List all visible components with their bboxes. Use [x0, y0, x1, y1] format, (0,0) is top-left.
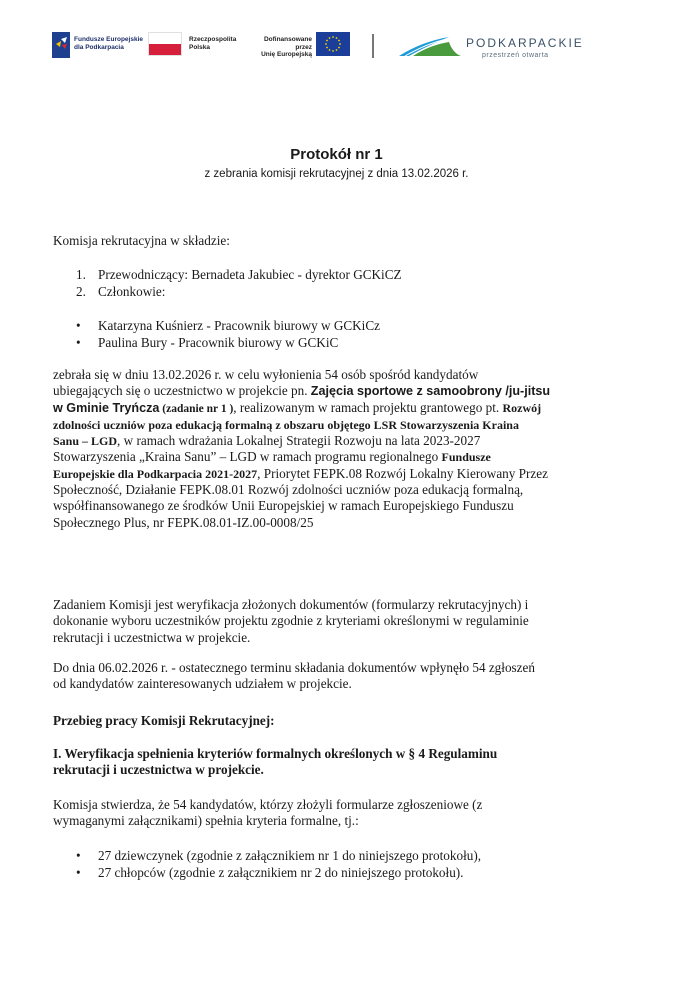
- task-number: (zadanie nr 1 ): [159, 402, 234, 415]
- logo-bar: [52, 30, 612, 64]
- line: [53, 449, 550, 465]
- line: Komisja stwierdza, że 54 kandydatów, którzy złożyli formularze zgłoszeniowe (z: [53, 797, 483, 812]
- line: współfinansowanego ze środków Unii Europejskiej w ramach Europejskiego Funduszu: [53, 498, 514, 514]
- paragraph-purpose: [53, 367, 550, 531]
- committee-list-item: [76, 267, 402, 283]
- line: Do dnia 06.02.2026 r. - ostatecznego terminu składania dokumentów wpłynęło 54 zgłoszeń: [53, 660, 535, 675]
- eu-flag-icon: [316, 32, 350, 56]
- fe-logo-icon: [52, 32, 70, 58]
- member-item: [76, 318, 380, 334]
- bullet-icon: •: [76, 865, 81, 880]
- podkarpackie-title: PODKARPACKIE: [466, 36, 584, 50]
- document-title: Protokół nr 1: [290, 146, 383, 163]
- paragraph-verification: [53, 797, 482, 830]
- line: rekrutacji i uczestnictwa w projekcie.: [53, 762, 264, 778]
- line: [53, 383, 550, 399]
- fe-line1: Fundusze Europejskie: [74, 36, 143, 43]
- result-item: [76, 848, 481, 864]
- pl-line1: Rzeczpospolita: [189, 36, 237, 43]
- bullet-icon: •: [76, 318, 81, 333]
- list-number: 2.: [76, 284, 86, 299]
- result-text: 27 chłopców (zgodnie z załącznikiem nr 2 do niniejszego protokołu).: [98, 865, 464, 880]
- ue-line2: Unię Europejską: [261, 51, 312, 58]
- pl-logo-text: [189, 36, 236, 51]
- polish-flag-icon: [148, 32, 182, 56]
- line: I. Weryfikacja spełnienia kryteriów formalnych określonych w § 4 Regulaminu: [53, 746, 498, 761]
- line: [53, 433, 550, 449]
- line: [53, 400, 550, 417]
- member-item: [76, 335, 338, 351]
- text: , realizowanym w ramach projektu grantowego pt.: [233, 399, 503, 415]
- bullet-icon: •: [76, 848, 81, 863]
- ue-logo-text: [250, 36, 312, 59]
- text: , Priorytet FEPK.08 Rozwój Lokalny Kierowany Przez: [257, 465, 548, 481]
- line: wymaganymi załącznikami) spełnia kryteria formalne, tj.:: [53, 813, 359, 829]
- line: rekrutacji i uczestnictwa w projekcie.: [53, 629, 251, 645]
- podkarpackie-logo-icon: [397, 34, 463, 58]
- paragraph-deadline: [53, 660, 535, 693]
- text: Stowarzyszenia „Kraina Sanu” – LGD w ramach programu regionalnego: [53, 449, 442, 465]
- line: Zadaniem Komisji jest weryfikacja złożonych dokumentów (formularzy rekrutacyjnych) i: [53, 597, 529, 612]
- member-text: Katarzyna Kuśnierz - Pracownik biurowy w GCKiCz: [98, 318, 380, 333]
- grant-title-cont: zdolności uczniów poza edukacją formalną z obszaru objętego LSR Stowarzyszenia Kraina: [53, 417, 519, 432]
- program-name-cont: Europejskie dla Podkarpacia 2021-2027: [53, 466, 258, 481]
- line: Społeczność, Działanie FEPK.08.01 Rozwój zdolności uczniów poza edukacją formalną,: [53, 482, 524, 498]
- podkarpackie-subtitle: przestrzeń otwarta: [482, 52, 549, 59]
- result-item: [76, 865, 463, 881]
- fe-line2: dla Podkarpacia: [74, 43, 124, 51]
- committee-list-item: [76, 284, 165, 300]
- line: zebrała się w dniu 13.02.2026 r. w celu wyłonienia 54 osób spośród kandydatów: [53, 367, 479, 382]
- program-name: Fundusze: [441, 450, 491, 465]
- paragraph-task: [53, 597, 529, 646]
- bullet-icon: •: [76, 335, 81, 350]
- section-heading: Przebieg pracy Komisji Rekrutacyjnej:: [53, 713, 275, 728]
- members-label: Członkowie:: [98, 284, 166, 299]
- result-text: 27 dziewczynek (zgodnie z załącznikiem nr 1 do niniejszego protokołu),: [98, 848, 482, 863]
- grant-title: Rozwój: [502, 400, 542, 415]
- line: dokonanie wyboru uczestników projektu zgodnie z kryteriami określonymi w regulaminie: [53, 613, 529, 629]
- text: , w ramach wdrażania Lokalnej Strategii Rozwoju na lata 2023-2027: [117, 433, 481, 449]
- list-number: 1.: [76, 267, 86, 282]
- pl-line2: Polska: [189, 43, 210, 51]
- fe-logo-text: [74, 36, 143, 51]
- line: od kandydatów zainteresowanych udziałem w projekcie.: [53, 676, 352, 692]
- committee-intro: Komisja rekrutacyjna w składzie:: [53, 233, 230, 248]
- member-text: Paulina Bury - Pracownik biurowy w GCKiC: [98, 335, 339, 350]
- logo-separator: [372, 34, 374, 58]
- text: ubiegających się o uczestnictwo w projekcie pn.: [53, 383, 311, 399]
- document-subtitle: z zebrania komisji rekrutacyjnej z dnia 13.02.2026 r.: [204, 168, 469, 180]
- section-I-heading: [53, 746, 497, 779]
- line: Społecznego Plus, nr FEPK.08.01-IZ.00-0008/25: [53, 514, 314, 530]
- line: [53, 466, 550, 482]
- grant-title-end: Sanu – LGD: [53, 434, 118, 449]
- project-name-cont: w Gminie Tryńcza: [53, 400, 160, 415]
- chair-text: Przewodniczący: Bernadeta Jakubiec - dyrektor GCKiCZ: [98, 267, 402, 282]
- ue-line1: Dofinansowane przez: [263, 36, 312, 51]
- project-name: Zajęcia sportowe z samoobrony /ju-jitsu: [310, 384, 551, 399]
